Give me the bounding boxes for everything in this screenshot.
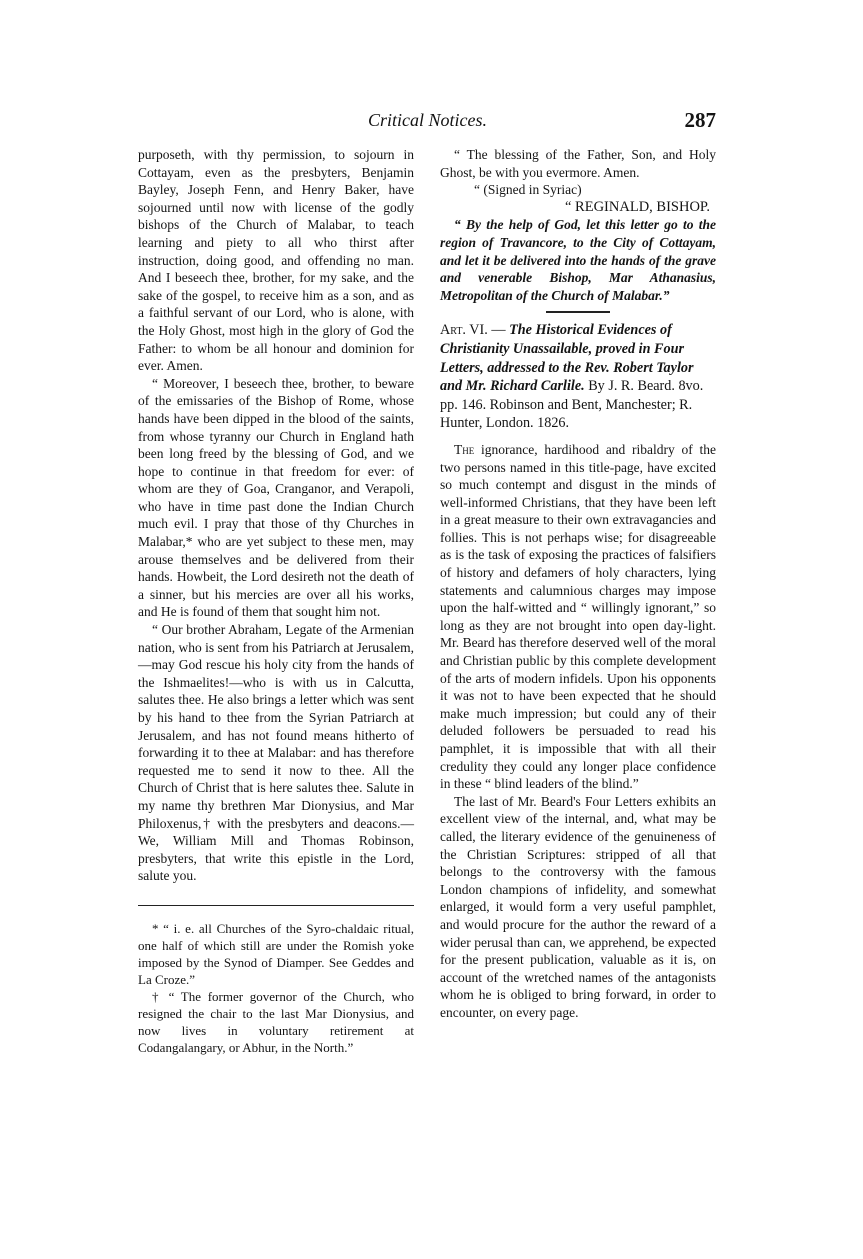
article-heading xyxy=(440,321,716,433)
signature: “ REGINALD, BISHOP. xyxy=(565,198,710,215)
letter-paragraph-2: “ Moreover, I beseech thee, brother, to beware of the emissaries of the Bishop of Rome, whose hands have been dipped in the blood of the saints, from whose tyranny our Church in England hath been long freed by the blessing of God, and we hope to continue in that freedom for ever: of whom are they of Goa, Cranganor, and Verapoli, who have in time past done the Indian Church much evil. I pray that those of thy Churches in Malabar,* who are yet subject to these men, may arouse themselves and be delivered from their hands. Howbeit, the Lord desireth not the death of a sinner, but his mercies are over all his works, and He is found of them that sought him not. xyxy=(138,375,414,620)
left-column xyxy=(138,146,414,1056)
letter-paragraph-3: “ Our brother Abraham, Legate of the Armenian nation, who is sent from his Patriarch at Jerusalem,—may God rescue his holy city from the hands of the Ishmaelites!—who is with us in Calcutta, salutes thee. He also brings a letter which was sent by his hand to thee from the Syrian Patriarch at Jerusalem, and has not found means hitherto of forwarding it to thee at Malabar: and has therefore requested me to send it now to thee. All the Church of Christ that is here salutes thee. Salute in my name thy brethren Mar Dionysius, and Mar Philoxenus,† with the presbyters and deacons.—We, William Mill and Thomas Robinson, presbyters, that write this epistle in the Lord, salute you. xyxy=(138,622,414,884)
article-label: Art. VI. — xyxy=(440,322,506,339)
footnote-2: † “ The former governor of the Church, who resigned the chair to the last Mar Dionysius, and now lives in voluntary retirement at Codangalangary, or Abhur, in the North.” xyxy=(138,988,414,1055)
article-title: The Historical Evidences of Christianity Unassailable, proved in Four Letters, addressed to the Rev. Robert Taylor and Mr. Richard Carlile. xyxy=(440,322,694,395)
footnote-1: * “ i. e. all Churches of the Syro-chaldaic ritual, one half of which still are under the Romish yoke imposed by the Synod of Diamper. See Geddes and La Croze.” xyxy=(138,920,414,987)
letter-direction: “ By the help of God, let this letter go to the region of Travancore, to the City of Cottayam, and let it be delivered into the hands of the grave and venerable Bishop, Mar Athanasius, Metropolitan of the Church of Malabar.” xyxy=(440,217,716,303)
footnote-divider xyxy=(138,905,414,906)
section-separator xyxy=(546,311,610,313)
review-paragraph-1 xyxy=(440,441,716,793)
page-number: 287 xyxy=(684,108,716,132)
letter-paragraph-1: purposeth, with thy permission, to sojourn in Cottayam, even as the presbyters, Benjamin Bayley, Joseph Fenn, and Henry Baker, have sojourned until now with license of the godly bishops of the Church of Malabar, to teach learning and piety to all who thirst after instruction, doing good, and offending no man. And I beseech thee, brother, for my sake, and the sake of the gospel, to receive him as a son, and as a faithful servant of our Lord, who is alone, with the Holy Ghost, most high in the glory of God the Father: to whom be all honour and dominion for ever. Amen. xyxy=(138,147,414,374)
right-column xyxy=(440,146,716,1022)
review-paragraph-1-text: ignorance, hardihood and ribaldry of the two persons named in this title-page, have excited so much contempt and disgust in the minds of well-informed Christians, that they have been left in a great measure to their own extravagancies and follies. This is not perhaps wise; for disagreeable as is the task of exposing the practices of falsifiers of history and defamers of holy characters, lying statements and calumnious charges may impose upon the half-witted and “ willingly ignorant,” so long as they are not brought into open day-light. Mr. Beard has therefore deserved well of the moral and Christian public by this complete development of the arts of modern infidels. Upon his opponents it was not to have been expected that he should make much impression; but could any of their deluded followers be persuaded to read his pamphlet, it is impossible that with all their credulity they could any longer place confidence in these “ blind leaders of the blind.” xyxy=(440,441,716,792)
review-lead-word: The xyxy=(454,441,475,457)
review-paragraph-2: The last of Mr. Beard's Four Letters exhibits an excellent view of the internal, and, what may be called, the literary evidence of the genuineness of the Christian Scriptures: stripped of all that belongs to the controversy with the famous London champions of infidelity, and somewhat enlarged, it would form a very useful pamphlet, and would procure for the author the reward of a wider perusal than can, we apprehend, be expected for the present publication, valuable as it is, on account of the wretched names of the antagonists whom he is obliged to bring forward, in order to encounter, on every page. xyxy=(440,793,716,1020)
signed-note: “ (Signed in Syriac) xyxy=(474,182,582,198)
running-title: Critical Notices. xyxy=(368,110,487,130)
article-details: By J. R. Beard. 8vo. pp. 146. Robinson and Bent, Manchester; R. Hunter, London. 1826. xyxy=(440,378,704,432)
blessing-paragraph: “ The blessing of the Father, Son, and Holy Ghost, be with you evermore. Amen. xyxy=(440,147,716,180)
running-head xyxy=(138,108,716,136)
footnotes xyxy=(138,920,414,1056)
